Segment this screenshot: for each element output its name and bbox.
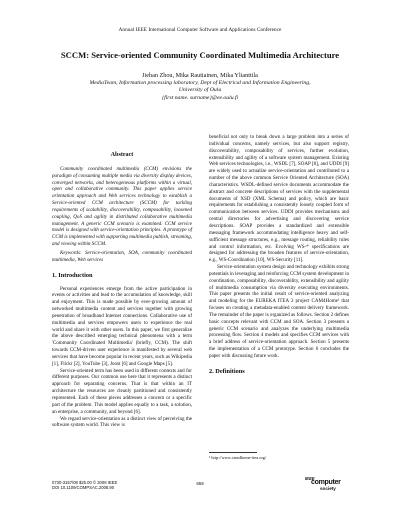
footnote: ¹ http://www.cam4home-itea.org/ <box>209 454 267 460</box>
affiliation-line: University of Oulu <box>178 87 222 94</box>
logo-computer-text: computer <box>311 479 341 486</box>
abstract-heading: Abstract <box>110 152 134 158</box>
author-email: {first name. surname}@ee.oulu.fi <box>161 94 239 101</box>
footnote-divider <box>209 452 257 453</box>
affiliation-line: MediaTeam, Information processing laboratory, Dept of Electrical and Information Engineering, <box>89 80 311 86</box>
page-number: 659 <box>196 481 204 486</box>
conference-header: Annual IEEE International Computer Software and Applications Conference <box>118 27 282 33</box>
left-column <box>52 134 192 429</box>
body-paragraph: beneficial not only to break down a large problem into a series of individual concerns, namely services, but also support registry, discoverability, composability of services, further evolution, extensibility and agility of a software system management. Existing Web services technologies, i.e., WSDL [7], SOAP [8], and UDDI [9] are widely used to actualize service-orientation and contributed to a number of the above common Service Oriented Architecture (SOA) characteristics. WSDL-defined service documents accommodate the abstract and concrete descriptions of services with the supplemental documents of XSD (XML Schema) and policy, which are basic requirements for establishing a consistently loosely coupled form of communication between services. UDDI provides mechanisms and central directories for advertising and discovering service descriptions. SOAP provides a standardized and extensible messaging framework accommodating intelligence heavy and self-sufficient message structures, e.g., message routing, reliability rules and control information, etc. Evolving WS-* specifications are designed for addressing the broaden features of service-orientation, e.g., WS-Coordination [10], WS-Security [11]. <box>209 134 349 264</box>
abstract-text: Community coordinated multimedia (CCM) envisions the paradigm of consuming multiple media via diversity display devices, converged networks, and heterogeneous platforms within a virtual, open and collaborative community. This paper applies service orientation approach and Web services technology to establish a Service-oriented CCM architecture (SCCM) for tackling requirements of scalability, discoverability, composability, loosened coupling, QoS and agility in distributed collaborative multimedia management. A generic CCM scenario is examined. CCM service model is designed with service-orientation principles. A prototype of CCM is implemented with supporting multimedia publish, streaming, and viewing within SCCM. <box>52 165 192 248</box>
affiliation-block <box>0 80 400 102</box>
intro-paragraph: Service-oriented term has been used in different contexts and for different purposes. Our common use here that it represents a distinct approach for separating concerns. That is that within an IT architecture the resources are cleanly partitioned and consistently represented. Each of these pieces addresses a concern or a specific part of the problem. This model applies equally to a task, a solution, an enterprise, a community, and beyond [6]. <box>52 367 192 415</box>
intro-paragraph: Personal experiences emerge from the active participation in events or activities and lead to the accumulation of knowledge, skill and enjoyment. This is made possible by ever-growing amount of networked multimedia content and services together with growing penetration of broadband Internet connections. Collaborative use of multimedia and services empowers users to experience the real world and share it with other users. In this paper, we first generalize the above described emerging technical phenomena with a term 'Community Coordinated Multimedia' (briefly, CCM). The shift towards CCM-driven user experience is manifested by several web services that have become popular in recent years, such as Wikipedia [1], Flickr [2], YouTube [3], Joost [6] and Google Maps [5]. <box>52 285 192 367</box>
issn-line: 0730-3157/08 $25.00 © 2008 IEEE <box>52 480 118 485</box>
logo-society-text: society <box>320 486 336 491</box>
logo-ieee-text: IEEE <box>305 476 315 481</box>
doi-line: DOI 10.1109/COMPSAC.2008.90 <box>52 485 115 491</box>
author-list: Jiehan Zhou, Mika Rautiainen, Mika Ylianttila <box>142 72 258 79</box>
section-heading-definitions: 2. Definitions <box>209 367 245 375</box>
right-column <box>209 134 349 462</box>
paper-title: SCCM: Service-oriented Community Coordinated Multimedia Architecture <box>60 50 340 60</box>
keywords: Keywords: Service-orientation, SOA, community coordinated multimedia, Web services <box>52 249 192 263</box>
section-heading-introduction: 1. Introduction <box>52 271 93 279</box>
body-paragraph: Service-orientation system design and technology exhibits strong potentials in leveraging and reinforcing CCM system development in coordination, composability, discoverability, extensibility and agility of multimedia consumption via diversity executing environments. This paper presents the initial result of service-oriented analyzing and modeling for the EUREKA ITEA 2 project CAM4Home¹ that focuses on creating a metadata-enabled content delivery framework. The remainder of the paper is organized as follows. Section 2 defines basic concepts relevant with CCM and SOA. Section 3 presents a generic CCM scenario and analyzes the underlying multimedia processing flow. Section 4 models and specifies CCM services with a brief address of service-orientation approach. Section 5 presents the implementation of a CCM prototype. Section 6 concludes the paper with discussing future work. <box>209 264 349 359</box>
computer-society-logo <box>305 476 353 492</box>
intro-paragraph: We regard service-orientation as a distinct view of perceiving the software system world. This view is <box>52 415 192 429</box>
